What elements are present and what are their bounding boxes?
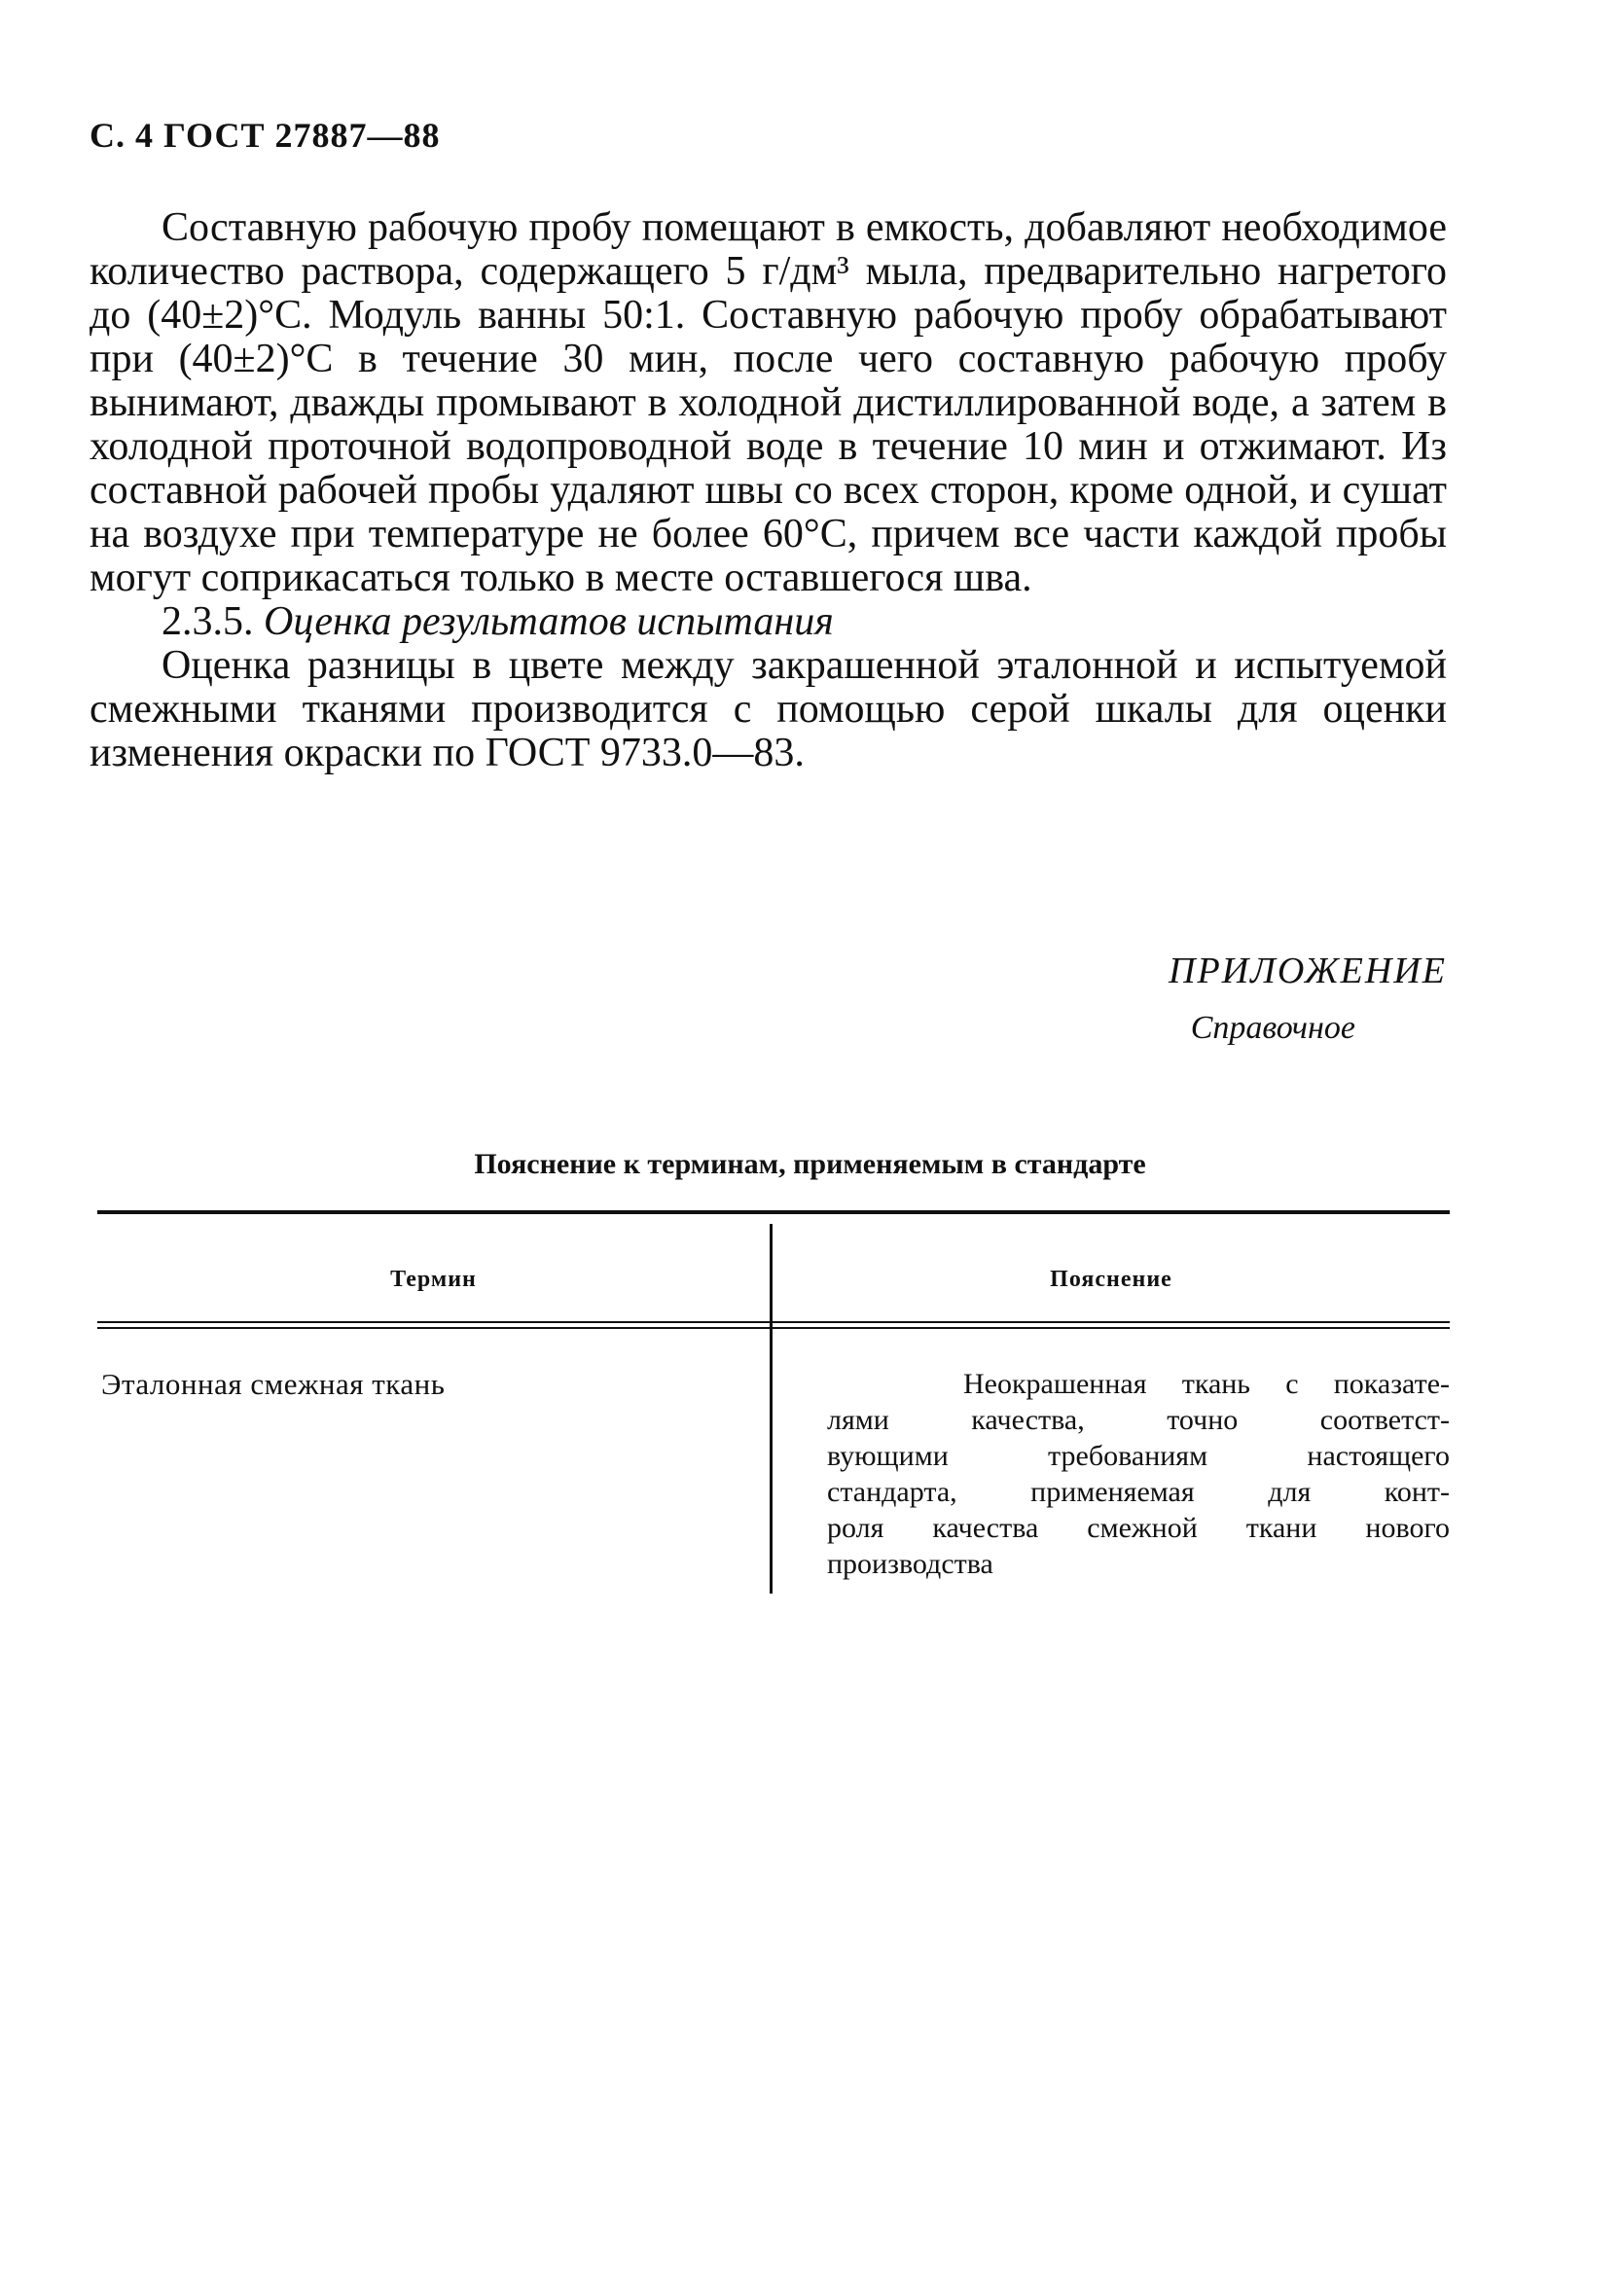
explanation-line: Неокрашенная ткань с показате- bbox=[963, 1368, 1450, 1400]
body-text bbox=[90, 206, 1447, 775]
table-cell-term: Эталонная смежная ткань bbox=[101, 1367, 446, 1401]
section-number: 2.3.5. bbox=[162, 599, 254, 644]
page-header: С. 4 ГОСТ 27887—88 bbox=[90, 116, 441, 155]
explanation-line: стандарта, применяемая для конт- bbox=[827, 1476, 1450, 1508]
table-header-rule bbox=[97, 1321, 1450, 1329]
table-header-term: Термин bbox=[390, 1267, 477, 1292]
table-title: Пояснение к терминам, применяемым в стандарте bbox=[474, 1148, 1146, 1180]
explanation-line: роля качества смежной ткани нового bbox=[827, 1512, 1450, 1544]
paragraph-evaluation: Оценка разницы в цвете между закрашенной эталонной и испытуемой смежными тканями производится с помощью серой шкалы для оценки изменения окраски по ГОСТ 9733.0—83. bbox=[90, 643, 1447, 775]
section-heading bbox=[90, 600, 1447, 644]
table-header-explanation: Пояснение bbox=[1050, 1267, 1172, 1292]
appendix-kind: Справочное bbox=[1190, 1010, 1355, 1046]
explanation-line: производства bbox=[827, 1548, 993, 1580]
appendix-title: ПРИЛОЖЕНИЕ bbox=[1169, 951, 1447, 991]
table-cell-explanation bbox=[827, 1366, 1450, 1582]
section-title: Оценка результатов испытания bbox=[264, 599, 834, 644]
explanation-line: лями качества, точно соответст- bbox=[827, 1404, 1450, 1436]
paragraph-preparation: Составную рабочую пробу помещают в емкость, добавляют необходимое количество раствора, содержащего 5 г/дм³ мыла, предварительно нагретого до (40±2)°С. Модуль ванны 50:1. Составную рабочую пробу обрабатывают при (40±2)°С в течение 30 мин, после чего составную рабочую пробу вынимают, дважды промывают в холодной дистиллированной воде, а затем в холодной проточной водопроводной воде в течение 10 мин и отжимают. Из составной рабочей пробы удаляют швы со всех сторон, кроме одной, и сушат на воздухе при температуре не более 60°С, причем все части каждой пробы могут соприкасаться только в месте оставшегося шва. bbox=[90, 205, 1447, 600]
table-top-rule bbox=[97, 1210, 1450, 1214]
terms-table bbox=[97, 1210, 1450, 1596]
explanation-line: вующими требованиям настоящего bbox=[827, 1440, 1450, 1472]
